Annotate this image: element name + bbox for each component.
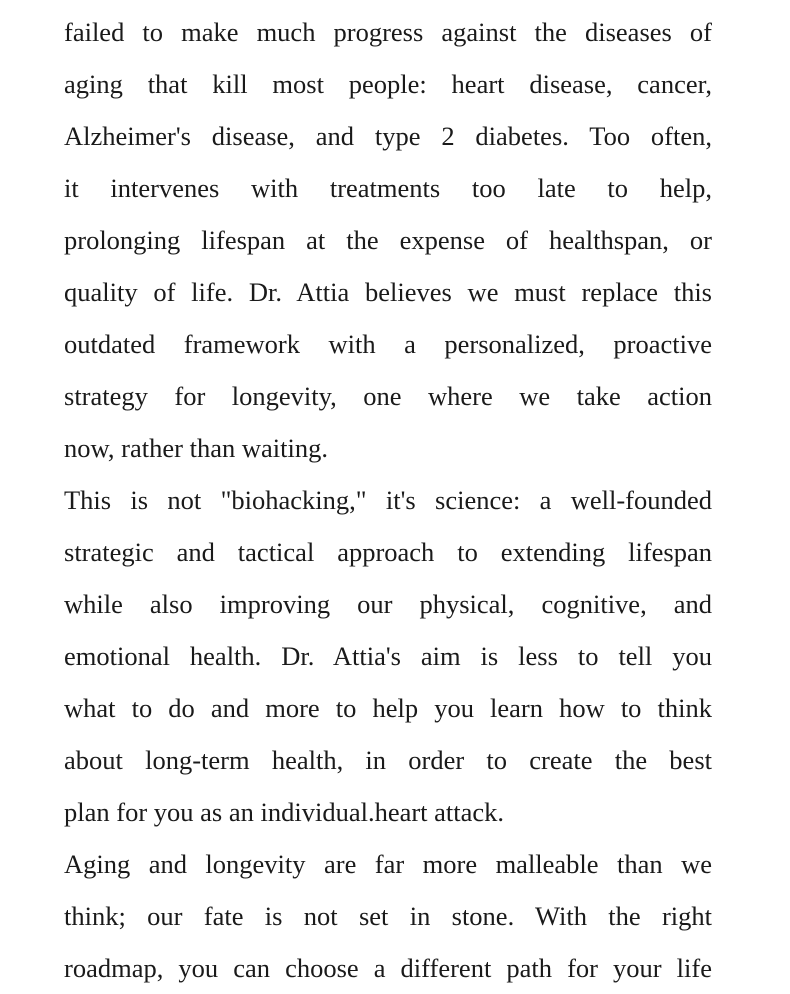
text-line: aging that kill most people: heart disease, cancer, <box>64 69 712 99</box>
book-page-text <box>64 6 712 994</box>
text-line: what to do and more to help you learn how to think <box>64 693 712 723</box>
text-line: plan for you as an individual.heart attack. <box>64 797 505 827</box>
text-line: strategy for longevity, one where we take action <box>64 381 712 411</box>
text-line: Aging and longevity are far more malleable than we <box>64 849 712 879</box>
text-line: strategic and tactical approach to extending lifespan <box>64 537 712 567</box>
text-line: roadmap, you can choose a different path for your life <box>64 953 712 983</box>
text-line: This is not "biohacking," it's science: a well-founded <box>64 485 712 515</box>
text-line: failed to make much progress against the diseases of <box>64 17 712 47</box>
text-line: outdated framework with a personalized, proactive <box>64 329 712 359</box>
text-line: Alzheimer's disease, and type 2 diabetes. Too often, <box>64 121 712 151</box>
text-line: it intervenes with treatments too late to help, <box>64 173 712 203</box>
text-line: now, rather than waiting. <box>64 433 328 463</box>
text-line: about long-term health, in order to create the best <box>64 745 712 775</box>
text-line: quality of life. Dr. Attia believes we must replace this <box>64 277 712 307</box>
text-line: prolonging lifespan at the expense of healthspan, or <box>64 225 712 255</box>
text-line: emotional health. Dr. Attia's aim is less to tell you <box>64 641 712 671</box>
text-line: think; our fate is not set in stone. With the right <box>64 901 712 931</box>
text-line: while also improving our physical, cognitive, and <box>64 589 712 619</box>
